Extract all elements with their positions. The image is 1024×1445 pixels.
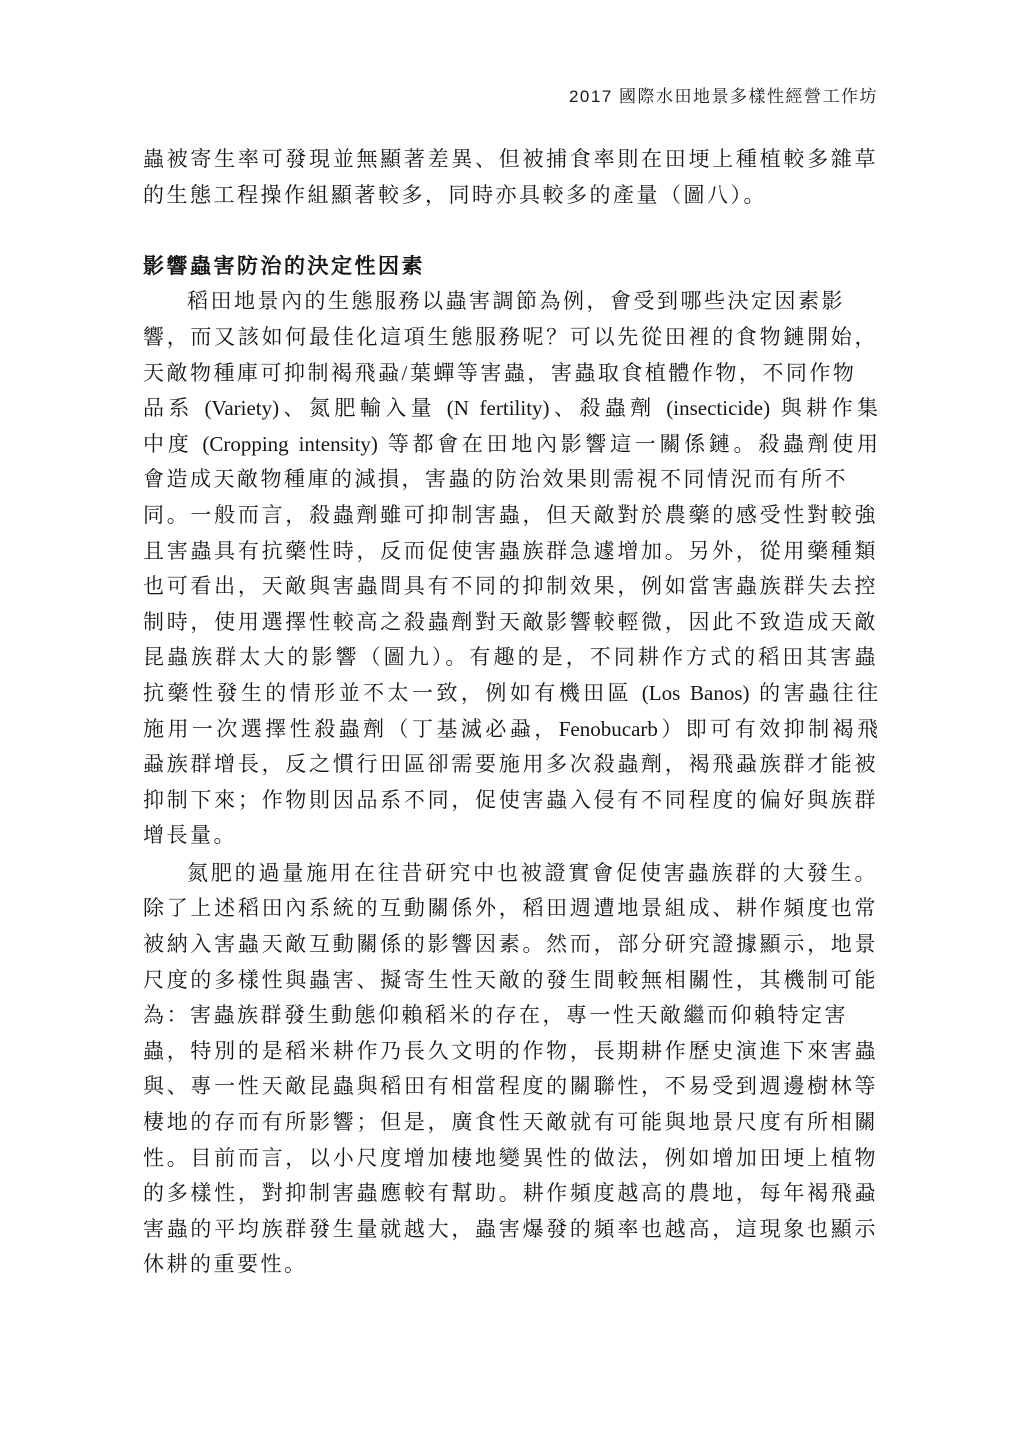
paragraph-line: 同。一般而言，殺蟲劑雖可抑制害蟲，但天敵對於農藥的感受性對較強 — [143, 502, 878, 527]
paragraph-line: 昆蟲族群太大的影響（圖九）。有趣的是，不同耕作方式的稻田其害蟲 — [143, 645, 878, 670]
paragraph-line: 被納入害蟲天敵互動關係的影響因素。然而，部分研究證據顯示，地景 — [143, 932, 878, 957]
paragraph-line: 休耕的重要性。 — [143, 1252, 308, 1277]
paragraph-line: 制時，使用選擇性較高之殺蟲劑對天敵影響較輕微，因此不致造成天敵 — [143, 609, 878, 634]
paragraph-line: 抗藥性發生的情形並不太一致，例如有機田區 (Los Banos) 的害蟲往往 — [143, 680, 878, 705]
paragraph-line: 會造成天敵物種庫的減損，害蟲的防治效果則需視不同情況而有所不 — [143, 467, 848, 492]
paragraph-line: 施用一次選擇性殺蟲劑（丁基滅必蝨，Fenobucarb）即可有效抑制褐飛 — [143, 716, 878, 741]
paragraph-line: 中度 (Cropping intensity) 等都會在田地內影響這一關係鏈。殺蟲劑使用 — [143, 431, 878, 456]
paragraph-line: 的多樣性，對抑制害蟲應較有幫助。耕作頻度越高的農地，每年褐飛蝨 — [143, 1181, 878, 1206]
paragraph-line: 害蟲的平均族群發生量就越大，蟲害爆發的頻率也越高，這現象也顯示 — [143, 1216, 878, 1241]
paragraph-line: 與、專一性天敵昆蟲與稻田有相當程度的關聯性，不易受到週邊樹林等 — [143, 1074, 878, 1099]
paragraph-line: 為：害蟲族群發生動態仰賴稻米的存在，專一性天敵繼而仰賴特定害 — [143, 1003, 848, 1028]
paragraph-line: 除了上述稻田內系統的互動關係外，稻田週遭地景組成、耕作頻度也常 — [143, 896, 878, 921]
paragraph-continuation — [143, 142, 878, 213]
paragraph-pest-control-factors — [143, 284, 878, 854]
paragraph-gap — [143, 213, 878, 249]
paragraph-line: 的生態工程操作組顯著較多，同時亦具較多的產量（圖八）。 — [143, 182, 767, 207]
paragraph-line: 也可看出，天敵與害蟲間具有不同的抑制效果，例如當害蟲族群失去控 — [143, 574, 878, 599]
paragraph-line: 性。目前而言，以小尺度增加棲地變異性的做法，例如增加田埂上植物 — [143, 1145, 878, 1170]
section-heading: 影響蟲害防治的決定性因素 — [143, 253, 425, 278]
paragraph-line: 尺度的多樣性與蟲害、擬寄生性天敵的發生間較無相關性，其機制可能 — [143, 967, 878, 992]
paragraph-line: 且害蟲具有抗藥性時，反而促使害蟲族群急遽增加。另外，從用藥種類 — [143, 538, 878, 563]
paragraph-line: 天敵物種庫可抑制褐飛蝨/葉蟬等害蟲，害蟲取食植體作物，不同作物 — [143, 360, 857, 385]
paragraph-nitrogen-landscape — [143, 856, 878, 1283]
paragraph-line: 蝨族群增長，反之慣行田區卻需要施用多次殺蟲劑，褐飛蝨族群才能被 — [143, 752, 878, 777]
paragraph-line: 蟲，特別的是稻米耕作乃長久文明的作物，長期耕作歷史演進下來害蟲 — [143, 1038, 878, 1063]
paragraph-line: 品系 (Variety)、氮肥輸入量 (N fertility)、殺蟲劑 (insecticide) 與耕作集 — [143, 396, 878, 421]
running-header-title: 2017 國際水田地景多樣性經營工作坊 — [568, 87, 878, 106]
paragraph-line: 稻田地景內的生態服務以蟲害調節為例，會受到哪些決定因素影 — [187, 289, 845, 314]
paragraph-line: 氮肥的過量施用在往昔研究中也被證實會促使害蟲族群的大發生。 — [187, 860, 878, 885]
paragraph-line: 抑制下來；作物則因品系不同，促使害蟲入侵有不同程度的偏好與族群 — [143, 787, 878, 812]
paragraph-line: 響，而又該如何最佳化這項生態服務呢？可以先從田裡的食物鏈開始， — [143, 324, 878, 349]
document-body — [143, 142, 878, 1283]
paragraph-line: 棲地的存而有所影響；但是，廣食性天敵就有可能與地景尺度有所相關 — [143, 1110, 878, 1135]
paragraph-line: 增長量。 — [143, 823, 237, 848]
paragraph-line: 蟲被寄生率可發現並無顯著差異、但被捕食率則在田埂上種植較多雜草 — [143, 147, 878, 171]
